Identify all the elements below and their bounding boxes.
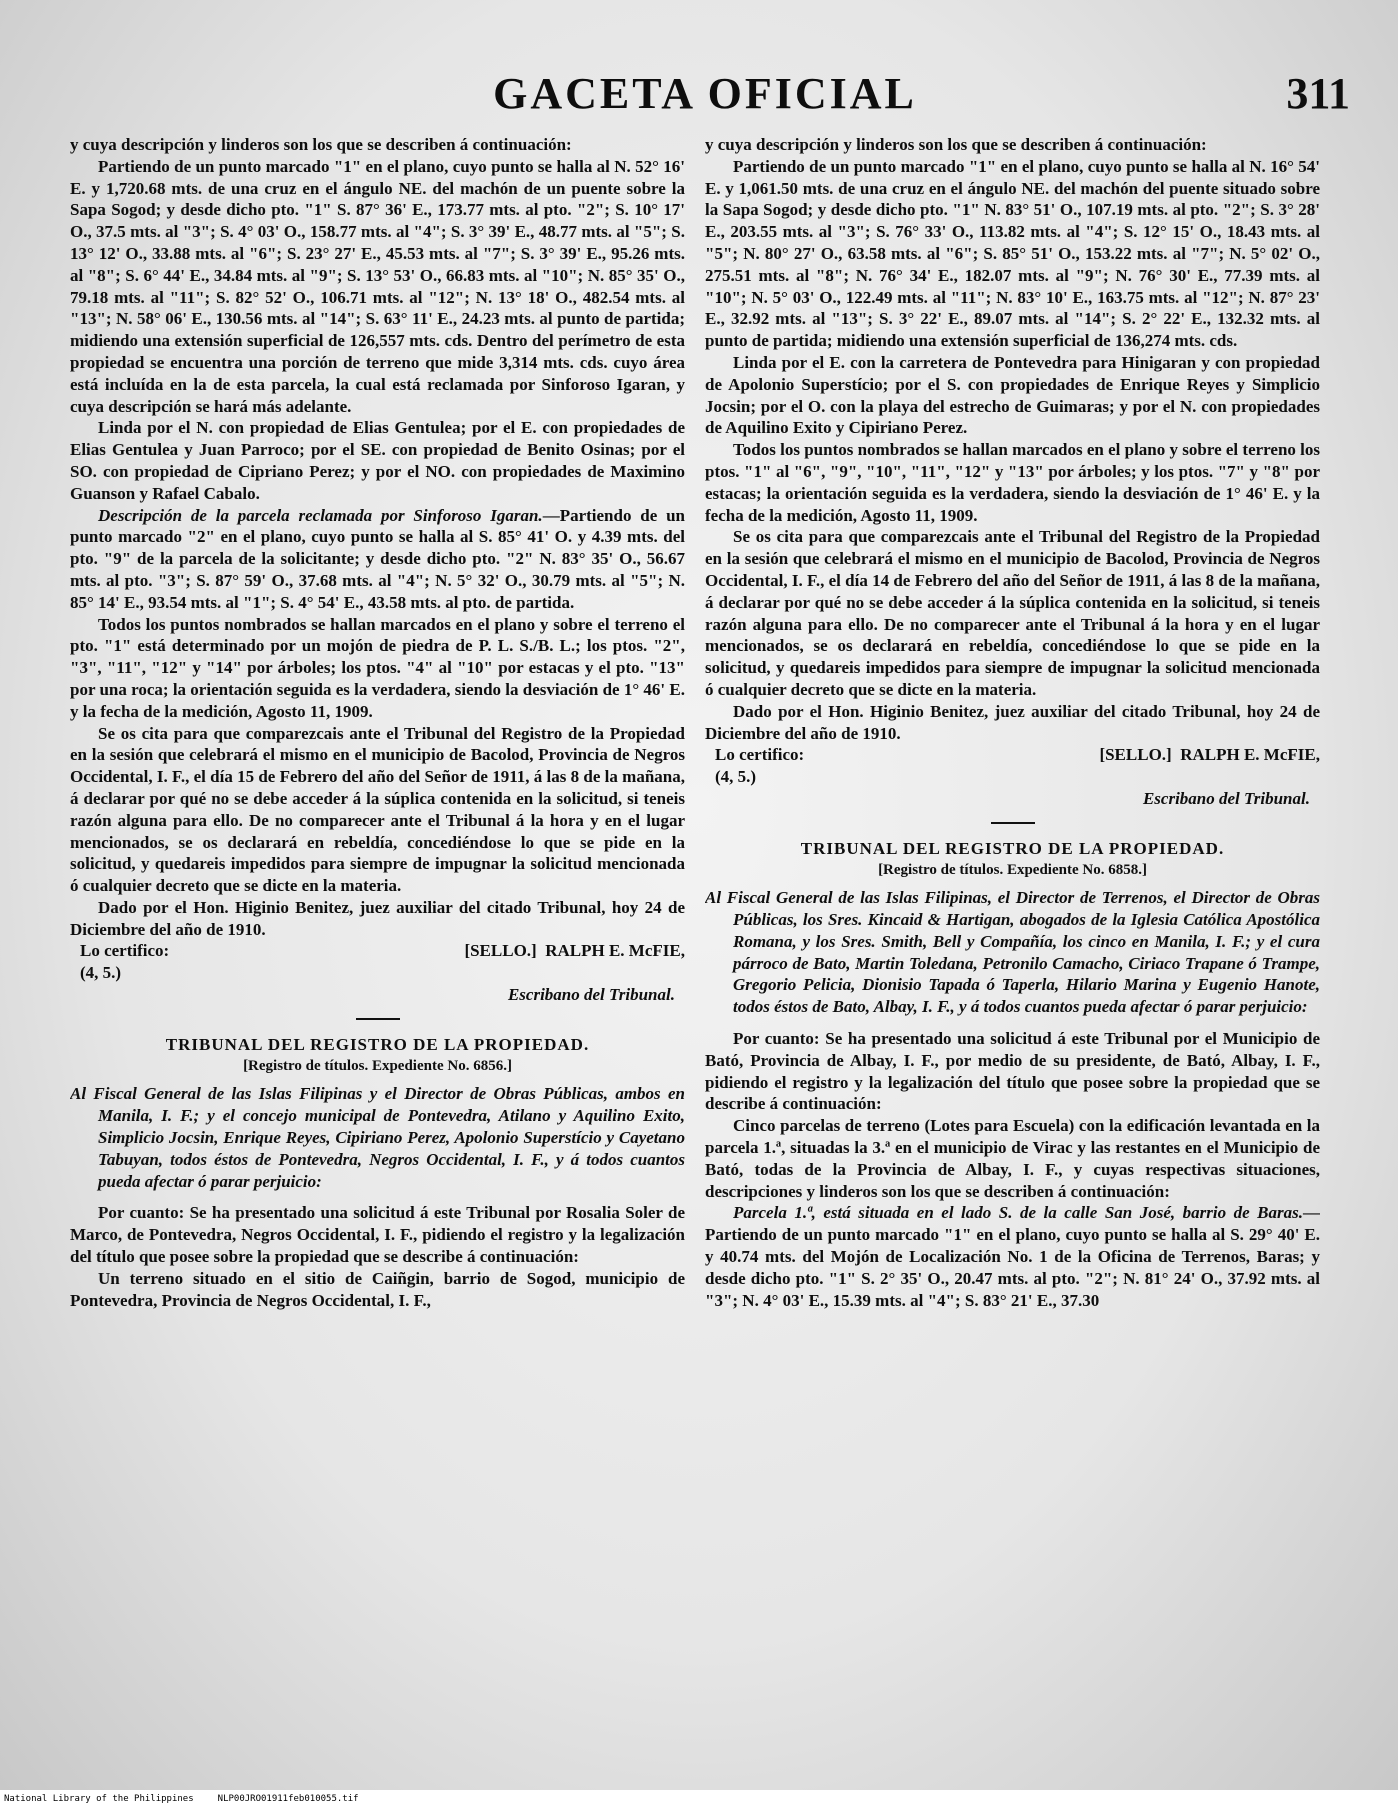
left-issue-number (70, 962, 685, 984)
left-paragraph-3: Linda por el N. con propiedad de Elias Gentulea; por el E. con propiedades de Elias Gentulea y Juan Parroco; por el SE. con propiedad de Benito Osinas; por el SO. con propiedad de Cipriano Perez; y por el NO. con propiedades de Maximino Guanson y Rafael Cabalo. (70, 418, 685, 503)
left-signature (464, 940, 685, 962)
left-paragraph-1: y cuya descripción y linderos son los que se describen á continuación: (70, 135, 572, 154)
left-address-2: Al Fiscal General de las Islas Filipinas y el Director de Obras Públicas, ambos en Manila, I. F.; y el concejo municipal de Pontevedra, Atilano y Aquilino Exito, Simplicio Jocsin, Enrique Reyes, Cipiriano Perez, Apolonio Superstício y Cayetano Tabuyan, todos éstos de Pontevedra, Negros Occidental, I. F., y á todos cuantos pueda afectar ó parar perjuicio: (70, 1084, 685, 1191)
right-paragraph-3: Linda por el E. con la carretera de Pontevedra para Hinigaran y con propiedad de Apolonio Superstício; por el S. con propiedades de Enrique Reyes y Simplicio Jocsin; por el O. con la playa del estrecho de Guimaras; y por el N. con propiedades de Aquilino Exito y Cipiriano Perez. (705, 352, 1320, 438)
right-certifico: Lo certifico: (715, 745, 805, 765)
right-signature (1099, 744, 1320, 766)
right-heading-2: TRIBUNAL DEL REGISTRO DE LA PROPIEDAD. (800, 838, 1225, 858)
right-signer-role: Escribano del Tribunal. (1142, 788, 1310, 808)
left-divider (356, 1018, 400, 1020)
right-signer: RALPH E. McFIE, (1180, 745, 1320, 765)
footer-file: NLP00JRO01911feb010055.tif (217, 1794, 359, 1804)
left-column (70, 134, 685, 1774)
left-paragraph-4-body: —Partiendo de un punto marcado "2" en el plano, cuyo punto se halla al S. 85° 41' O. y 4.39 mts. del pto. "9" de la parcela de la solicitante; y desde dicho pto. "2" N. 83° 35' O., 56.67 mts. al pto. "3"; S. 87° 59' O., 37.68 mts. al "4"; N. 5° 32' O., 30.79 mts. al "5"; N. 85° 14' E., 93.54 mts. al "1"; S. 4° 54' E., 43.58 mts. al pto. de partida. (70, 505, 685, 612)
right-issue: (4, 5.) (715, 767, 757, 787)
left-heading-2: TRIBUNAL DEL REGISTRO DE LA PROPIEDAD. (165, 1034, 590, 1054)
left-paragraph-6: Se os cita para que comparezcais ante el Tribunal del Registro de la Propiedad en la sesión que celebrará el mismo en el municipio de Bacolod, Provincia de Negros Occidental, I. F., el día 15 de Febrero del año del Señor de 1911, á las 8 de la mañana, á declarar por qué no se debe acceder á la súplica contenida en la solicitud, si teneis razón alguna para ello. De no comparecer ante el Tribunal á la hora y en el lugar mencionados, se os declarará en rebeldía, concediéndose lo que se pide en la solicitud, y quedareis impedidos para siempre de impugnar la solicitud mencionada ó cualquier decreto que se dicte en la materia. (70, 723, 685, 896)
right-gap (705, 1018, 1320, 1028)
left-issue: (4, 5.) (80, 963, 122, 983)
right-issue-number (705, 766, 1320, 788)
left-paragraph-8: Por cuanto: Se ha presentado una solicitud á este Tribunal por Rosalia Soler de Marco, de Pontevedra, Negros Occidental, I. F., pidiendo el registro y la legalización del título que posee sobre la propiedad que se describe á continuación: (70, 1203, 685, 1267)
left-seal: [SELLO.] (464, 941, 537, 961)
page-title: GACETA OFICIAL (493, 69, 917, 118)
scan-footer (0, 1790, 1398, 1808)
right-paragraph-9-body: —Partiendo de un punto marcado "1" en el plano, cuyo punto se halla al S. 29° 40' E. y 40.74 mts. del Mojón de Localización No. 1 de la Oficina de Terrenos, Baras; y desde dicho pto. "1" S. 2° 35' O., 20.47 mts. al pto. "2"; N. 81° 24' O., 37.92 mts. al "3"; N. 4° 03' E., 15.39 mts. al "4"; S. 83° 21' E., 37.30 (705, 1203, 1320, 1310)
left-signature-line (70, 940, 685, 962)
left-paragraph-9: Un terreno situado en el sitio de Caiñgin, barrio de Sogod, municipio de Pontevedra, Provincia de Negros Occidental, I. F., (70, 1268, 685, 1310)
right-paragraph-1: y cuya descripción y linderos son los que se describen á continuación: (705, 135, 1207, 154)
right-signature-line (705, 744, 1320, 766)
left-signer: RALPH E. McFIE, (545, 941, 685, 961)
left-paragraph-5: Todos los puntos nombrados se hallan marcados en el plano y sobre el terreno el pto. "1" está determinado por un mojón de piedra de P. L. S./B. L.; los ptos. "2", "3", "11", "12" y "14" por árboles; los ptos. "4" al "10" por estacas y el pto. "13" por una roca; la orientación seguida es la verdadera, siendo la desviación de 1° 46' E. y la fecha de la medición, Agosto 11, 1909. (70, 614, 685, 721)
right-paragraph-5: Se os cita para que comparezcais ante el Tribunal del Registro de la Propiedad en la sesión que celebrará el mismo en el municipio de Bacolod, Provincia de Negros Occidental, I. F., el día 14 de Febrero del año del Señor de 1911, á las 8 de la mañana, á declarar por qué no se debe acceder á la súplica contenida en la solicitud, si teneis razón alguna para ello. De no comparecer ante el Tribunal á la hora y en el lugar mencionados, se os declarará en rebeldía, concediéndose lo que se pide en la solicitud, y quedareis impedidos para siempre de impugnar la solicitud mencionada ó cualquier decreto que se dicte en la materia. (705, 527, 1320, 699)
right-paragraph-7: Por cuanto: Se ha presentado una solicitud á este Tribunal por el Municipio de Bató, Provincia de Albay, I. F., por medio de su presidente, de Bató, Albay, I. F., pidiendo el registro y la legalización del título que posee sobre la propiedad que se describe á continuación: (705, 1029, 1320, 1114)
right-address-2: Al Fiscal General de las Islas Filipinas, el Director de Terrenos, el Director de Obras Públicas, los Sres. Kincaid & Hartigan, abogados de la Iglesia Católica Apostólica Romana, y los Sres. Smith, Bell y Compañía, los cinco en Manila, I. F.; y el cura párroco de Bato, Martin Toledana, Petronilo Camacho, Ciriaco Trapane ó Trampe, Gregorio Pelicia, Dionisio Tapada ó Taperla, Hilario Marina y Eugenio Hanote, todos éstos de Bato, Albay, I. F., y á todos cuantos pueda afectar ó parar perjuicio: (705, 888, 1320, 1017)
right-paragraph-2: Partiendo de un punto marcado "1" en el plano, cuyo punto se halla al N. 16° 54' E. y 1,061.50 mts. de una cruz en el ángulo NE. del machón del puente situado sobre la Sapa Sogod; y desde dicho pto. "1" N. 83° 51' O., 107.19 mts. al pto. "2"; S. 3° 28' E., 203.55 mts. al "3"; S. 76° 33' O., 113.82 mts. al "4"; S. 12° 15' O., 18.43 mts. al "5"; N. 80° 27' O., 63.58 mts. al "6"; S. 85° 51' O., 153.22 mts. al "7"; N. 5° 02' O., 275.51 mts. al "8"; N. 76° 34' E., 182.07 mts. al "9"; N. 76° 30' E., 77.39 mts. al "10"; N. 5° 03' O., 122.49 mts. al "11"; N. 83° 10' E., 163.75 mts. al "12"; N. 87° 23' E., 32.92 mts. al "13"; S. 3° 22' E., 89.07 mts. al "14"; S. 2° 22' E., 132.32 mts. al punto de partida; midiendo una extensión superficial de 136,274 mts. cds. (705, 156, 1320, 351)
right-paragraph-6: Dado por el Hon. Higinio Benitez, juez auxiliar del citado Tribunal, hoy 24 de Diciembre del año de 1910. (705, 701, 1320, 743)
left-gap (70, 1192, 685, 1202)
left-paragraph-7: Dado por el Hon. Higinio Benitez, juez auxiliar del citado Tribunal, hoy 24 de Diciembre del año de 1910. (70, 897, 685, 939)
right-divider (991, 822, 1035, 824)
right-seal: [SELLO.] (1099, 745, 1172, 765)
right-column (705, 134, 1320, 1774)
page-header (60, 60, 1350, 130)
right-paragraph-4: Todos los puntos nombrados se hallan marcados en el plano y sobre el terreno los ptos. "1" al "6", "9", "10", "11", "12" y "13" por árboles; y los ptos. "7" y "8" por estacas; la orientación seguida es la verdadera, siendo la desviación de 1° 46' E. y la fecha de la medición, Agosto 11, 1909. (705, 440, 1320, 525)
right-paragraph-9-title: Parcela 1.ª, está situada en el lado S. de la calle San José, barrio de Baras. (733, 1203, 1303, 1223)
left-paragraph-2: Partiendo de un punto marcado "1" en el plano, cuyo punto se halla al N. 52° 16' E. y 1,720.68 mts. de una cruz en el ángulo NE. del machón de un puente sobre la Sapa Sogod; y desde dicho pto. "1" S. 87° 36' E., 173.77 mts. al pto. "2"; S. 10° 17' O., 37.5 mts. al "3"; S. 4° 03' O., 158.77 mts. al "4"; S. 3° 39' E., 48.77 mts. al "5"; S. 13° 12' O., 33.88 mts. al "6"; S. 23° 27' E., 45.53 mts. al "7"; S. 3° 39' E., 95.26 mts. al "8"; S. 6° 44' E., 34.84 mts. al "9"; S. 13° 53' O., 66.83 mts. al "10"; N. 85° 35' O., 79.18 mts. al "11"; S. 82° 52' O., 106.71 mts. al "12"; N. 13° 18' O., 482.54 mts. al "13"; N. 58° 06' E., 130.56 mts. al "14"; S. 63° 11' E., 24.23 mts. al punto de partida; midiendo una extensión superficial de 126,557 mts. cds. Dentro del perímetro de esta propiedad se encuentra una porción de terreno que mide 3,314 mts. cds. cuyo área está incluída en la de esta parcela, la cual está reclamada por Sinforoso Igaran, y cuya descripción se hará más adelante. (70, 156, 685, 416)
left-paragraph-4-title: Descripción de la parcela reclamada por Sinforoso Igaran. (98, 505, 543, 525)
left-signer-role: Escribano del Tribunal. (507, 985, 675, 1005)
right-paragraph-9 (705, 1202, 1320, 1311)
left-paragraph-4 (70, 505, 685, 614)
right-paragraph-8: Cinco parcelas de terreno (Lotes para Escuela) con la edificación levantada en la parcela 1.ª, situadas la 3.ª en el municipio de Virac y las restantes en el Municipio de Bató, todas de la Provincia de Albay, I. F., y cuyas respectivas situaciones, descripciones y linderos son los que se describen á continuación: (705, 1116, 1320, 1201)
right-subheading-2: [Registro de títulos. Expediente No. 6858.] (878, 861, 1147, 878)
page-number: 311 (1286, 69, 1350, 118)
left-certifico: Lo certifico: (80, 941, 170, 961)
left-subheading-2: [Registro de títulos. Expediente No. 6856.] (243, 1057, 512, 1074)
footer-library: National Library of the Philippines (4, 1794, 194, 1804)
